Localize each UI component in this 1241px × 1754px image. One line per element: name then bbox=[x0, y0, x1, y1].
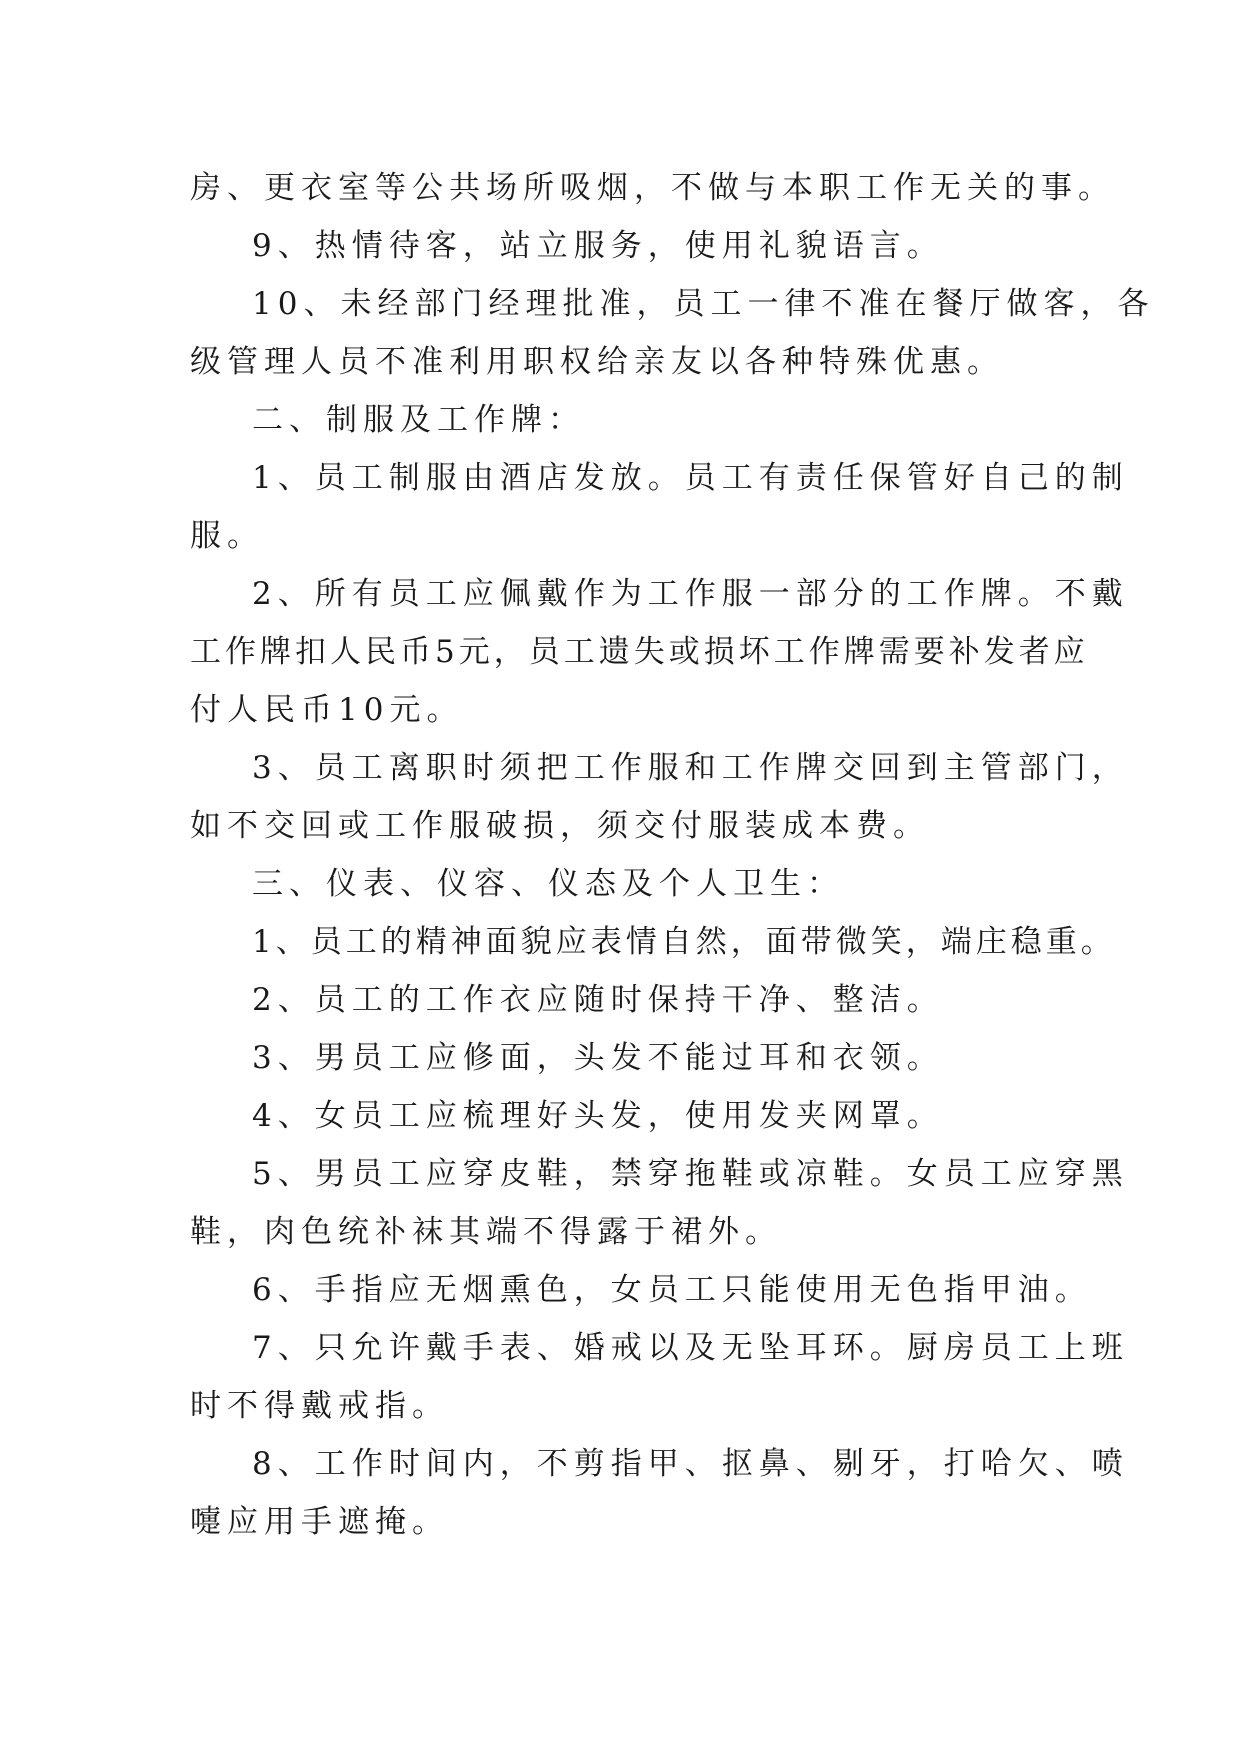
text-line: 1、员工制服由酒店发放。员工有责任保管好自己的制 bbox=[252, 460, 1129, 496]
text-line: 2、所有员工应佩戴作为工作服一部分的工作牌。不戴 bbox=[252, 576, 1129, 612]
text-line: 房、更衣室等公共场所吸烟，不做与本职工作无关的事。 bbox=[190, 170, 1115, 206]
text-line: 10、未经部门经理批准，员工一律不准在餐厅做客，各 bbox=[252, 286, 1155, 322]
text-line: 5、男员工应穿皮鞋，禁穿拖鞋或凉鞋。女员工应穿黑 bbox=[252, 1156, 1129, 1192]
text-line: 时不得戴戒指。 bbox=[190, 1388, 449, 1424]
text-line: 3、员工离职时须把工作服和工作牌交回到主管部门， bbox=[252, 750, 1129, 786]
text-line: 嚏应用手遮掩。 bbox=[190, 1504, 449, 1540]
section-heading: 二、制服及工作牌： bbox=[252, 402, 585, 438]
text-line: 9、热情待客，站立服务，使用礼貌语言。 bbox=[252, 228, 944, 264]
text-line: 工作牌扣人民币5元，员工遗失或损坏工作牌需要补发者应 bbox=[190, 634, 1089, 670]
text-line: 服。 bbox=[190, 518, 264, 554]
text-line: 8、工作时间内，不剪指甲、抠鼻、剔牙，打哈欠、喷 bbox=[252, 1446, 1129, 1482]
text-line: 鞋，肉色统补袜其端不得露于裙外。 bbox=[190, 1214, 782, 1250]
text-line: 6、手指应无烟熏色，女员工只能使用无色指甲油。 bbox=[252, 1272, 1092, 1308]
text-line: 2、员工的工作衣应随时保持干净、整洁。 bbox=[252, 982, 944, 1018]
text-line: 3、男员工应修面，头发不能过耳和衣领。 bbox=[252, 1040, 944, 1076]
text-line: 1、员工的精神面貌应表情自然，面带微笑，端庄稳重。 bbox=[252, 924, 1116, 960]
section-heading: 三、仪表、仪容、仪态及个人卫生： bbox=[252, 866, 844, 902]
text-line: 级管理人员不准利用职权给亲友以各种特殊优惠。 bbox=[190, 344, 1004, 380]
text-line: 4、女员工应梳理好头发，使用发夹网罩。 bbox=[252, 1098, 944, 1134]
text-line: 如不交回或工作服破损，须交付服装成本费。 bbox=[190, 808, 930, 844]
text-line: 7、只允许戴手表、婚戒以及无坠耳环。厨房员工上班 bbox=[252, 1330, 1129, 1366]
text-line: 付人民币10元。 bbox=[190, 692, 464, 728]
